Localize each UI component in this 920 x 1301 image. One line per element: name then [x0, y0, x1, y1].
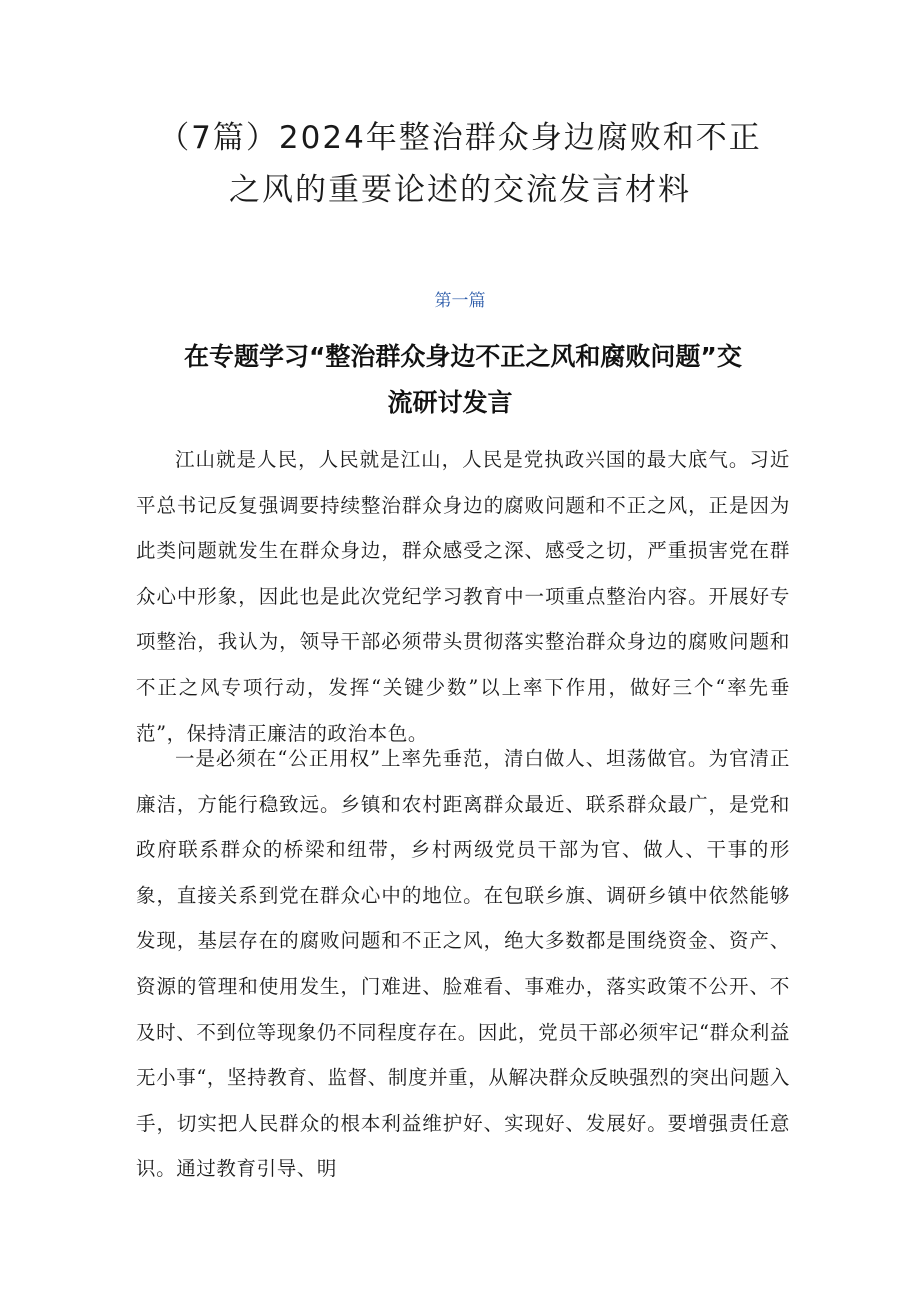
- document-title: [0, 112, 920, 216]
- document-title-line-2: 之风的重要论述的交流发言材料: [229, 172, 691, 208]
- article-title-line-1: 在专题学习“整治群众身边不正之风和腐败问题”交: [184, 342, 742, 371]
- article-title: [140, 334, 800, 426]
- paragraph-2: 一是必须在“公正用权”上率先垂范，清白做人、坦荡做官。为官清正廉洁，方能行稳致远。乡镇和农村距离群众最近、联系群众最广，是党和政府联系群众的桥梁和纽带，乡村两级党员干部为官、做人、干事的形象，直接关系到党在群众心中的地位。在包联乡旗、调研乡镇中依然能够发现，基层存在的腐败问题和不正之风，绝大多数都是围绕资金、资产、资源的管理和使用发生，门难进、脸难看、事难办，落实政策不公开、不及时、不到位等现象仍不同程度存在。因此，党员干部必须牢记“群众利益无小事“，坚持教育、监督、制度并重，从解决群众反映强烈的突出问题入手，切实把人民群众的根本利益维护好、实现好、发展好。要增强责任意识。通过教育引导、明: [136, 747, 790, 1181]
- article-title-line-2: 流研讨发言: [387, 388, 513, 417]
- paragraph-1: 江山就是人民，人民就是江山，人民是党执政兴国的最大底气。习近平总书记反复强调要持续整治群众身边的腐败问题和不正之风，正是因为此类问题就发生在群众身边，群众感受之深、感受之切，严重损害党在群众心中形象，因此也是此次党纪学习教育中一项重点整治内容。开展好专项整治，我认为，领导干部必须带头贯彻落实整治群众身边的腐败问题和不正之风专项行动，发挥“关键少数”以上率下作用，做好三个“率先垂范”，保持清正廉洁的政治本色。: [136, 448, 790, 745]
- document-title-line-1: （7篇）2024年整治群众身边腐败和不正: [158, 120, 762, 156]
- section-label: 第一篇: [434, 291, 486, 311]
